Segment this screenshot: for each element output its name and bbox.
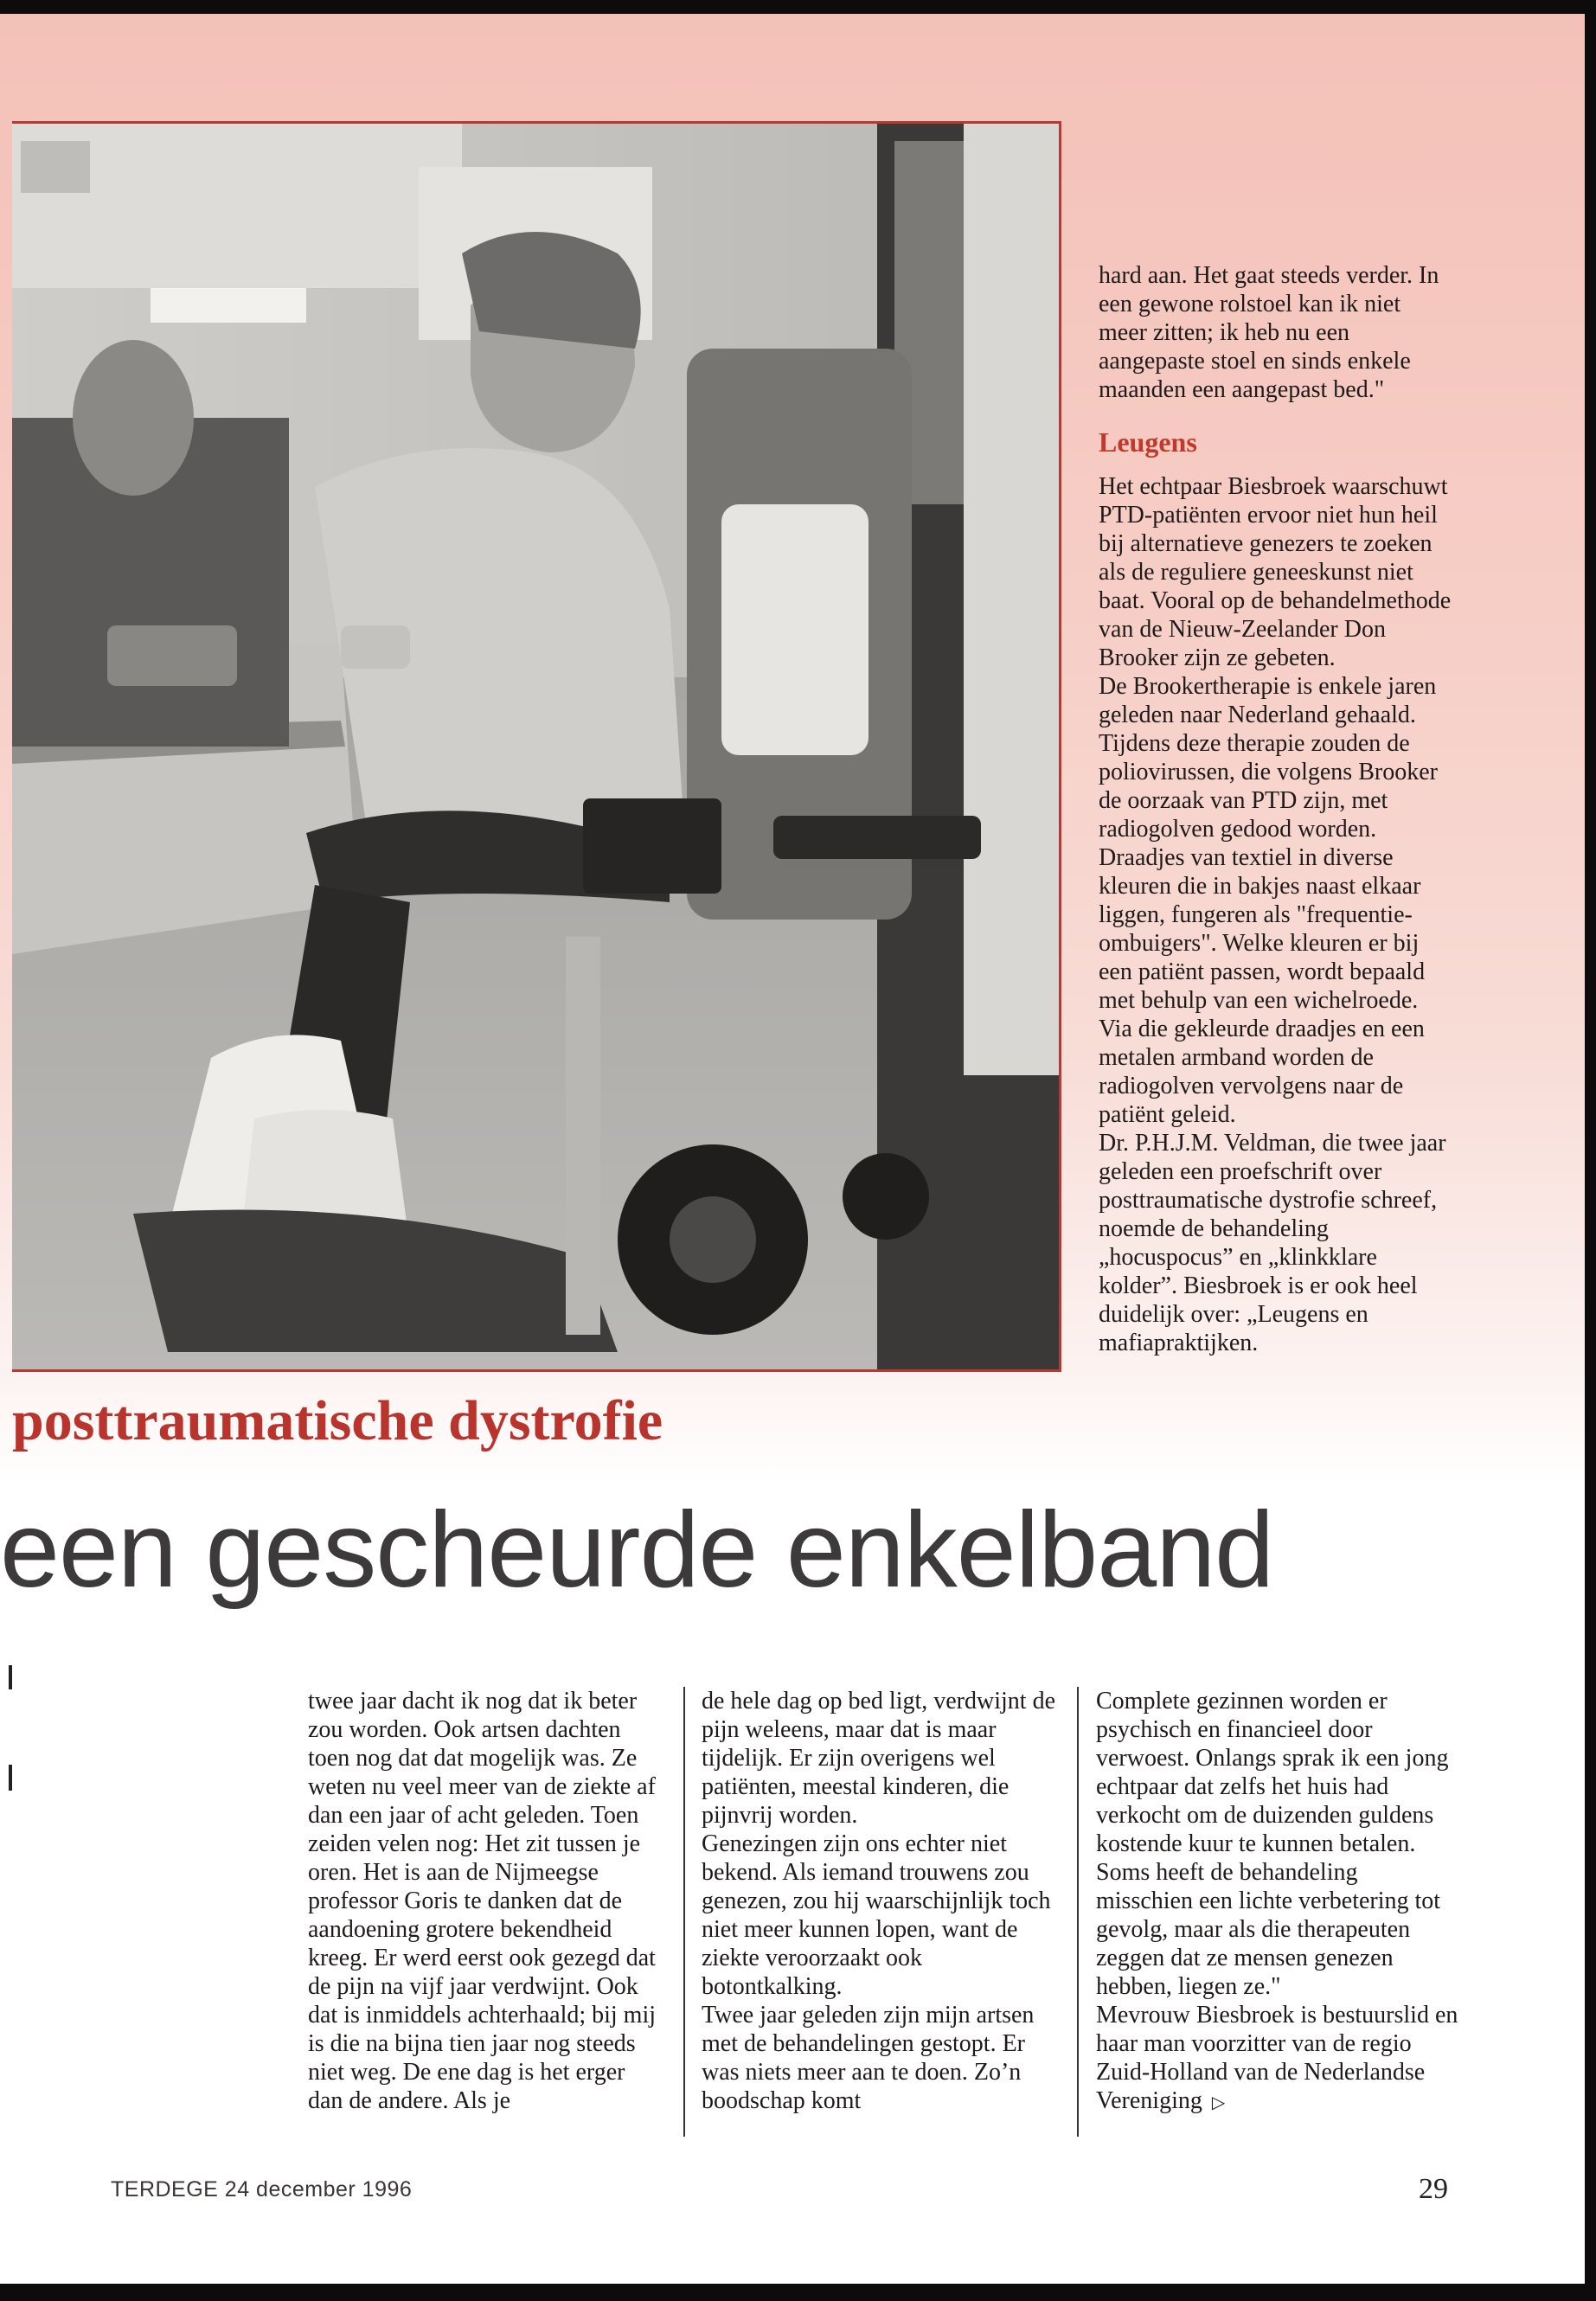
side-intro-paragraph: hard aan. Het gaat steeds verder. In een gewone rolstoel kan ik niet meer zitten; ik heb nu een aangepaste stoel en sinds enkele maanden een aangepast bed." [1099,262,1439,403]
column-paragraph: Genezingen zijn ons echter niet bekend. Als iemand trouwens zou genezen, zou hij waarschijnlijk toch niet meer kunnen lopen, want de ziekte veroorzaakt ook botontkalking. [702,1830,1051,2000]
side-text-column [1099,261,1453,1357]
footer-publication: TERDEGE 24 december 1996 [111,2177,413,2202]
column-divider [683,1687,685,2137]
page-frame-right [1585,0,1596,2301]
page-number: 29 [1419,2173,1448,2205]
page-frame-bottom [0,2284,1596,2301]
body-column-3 [1096,1687,1459,2118]
margin-mark [9,1765,12,1791]
column-paragraph-text: Mevrouw Biesbroek is bestuurslid en haar man voorzitter van de regio Zuid-Holland van de Nederlandse Vereniging [1096,2002,1458,2114]
page-frame-top [0,0,1596,14]
column-paragraph [1096,2001,1459,2118]
body-column-1 [308,1687,663,2115]
column-paragraph: de hele dag op bed ligt, verdwijnt de pijn weleens, maar dat is maar tijdelijk. Er zijn overigens wel patiënten, meestal kinderen, die pijnvrij worden. [702,1688,1055,1829]
photo-illustration [12,124,1059,1369]
column-paragraph: Twee jaar geleden zijn mijn artsen met de behandelingen gestopt. Er was niets meer aan te doen. Zo’n boodschap komt [702,2002,1035,2114]
column-paragraph: Complete gezinnen worden er psychisch en financieel door verwoest. Onlangs sprak ik een jong echtpaar dat zelfs het huis had verkocht om de duizenden guldens kostende kuur te kunnen betalen. Soms heeft de behandeling misschien een lichte verbetering tot gevolg, maar als die therapeuten zeggen dat ze mensen genezen hebben, liegen ze." [1096,1688,1449,2000]
column-divider [1077,1687,1079,2137]
section-subheading: Leugens [1099,426,1197,458]
body-column-2 [702,1687,1056,2115]
side-paragraph: Dr. P.H.J.M. Veldman, die twee jaar geleden een proefschrift over posttraumatische dystrofie schreef, noemde de behandeling „hocuspocus” en „klinkklare kolder”. Biesbroek is er ook heel duidelijk over: „Leugens en mafiapraktijken. [1099,1130,1446,1356]
column-paragraph: twee jaar dacht ik nog dat ik beter zou worden. Ook artsen dachten toen nog dat dat mogelijk was. Ze weten nu veel meer van de ziekte af dan een jaar of acht geleden. Toen zeiden velen nog: Het zit tussen je oren. Het is aan de Nijmeegse professor Goris te danken dat de aandoening grotere bekendheid kreeg. Er werd eerst ook gezegd dat de pijn na vijf jaar verdwijnt. Ook dat is inmiddels achterhaald; bij mij is die na bijna tien jaar nog steeds niet weg. De ene dag is het erger dan de andere. Als je [308,1688,657,2114]
side-paragraph: De Brookertherapie is enkele jaren geleden naar Nederland gehaald. Tijdens deze therapie zouden de poliovirussen, die volgens Brooker de oorzaak van PTD zijn, met radiogolven gedood worden. Draadjes van textiel in diverse kleuren die in bakjes naast elkaar liggen, fungeren als "frequentie-ombuigers". Welke kleuren er bij een patiënt passen, wordt bepaald met behulp van een wichelroede. Via die gekleurde draadjes en een metalen armband worden de radiogolven vervolgens naar de patiënt geleid. [1099,673,1438,1128]
article-headline: een gescheurde enkelband [0,1490,1274,1610]
continue-arrow-icon: ▷ [1211,2093,1226,2112]
side-paragraph: Het echtpaar Biesbroek waarschuwt PTD-patiënten ervoor niet hun heil bij alternatieve genezers te zoeken als de reguliere geneeskunst niet baat. Vooral op de behandelmethode van de Nieuw-Zeelander Don Brooker zijn ze gebeten. [1099,473,1452,671]
article-kicker: posttraumatische dystrofie [12,1389,663,1452]
article-photo [12,121,1061,1372]
margin-mark [9,1665,12,1689]
